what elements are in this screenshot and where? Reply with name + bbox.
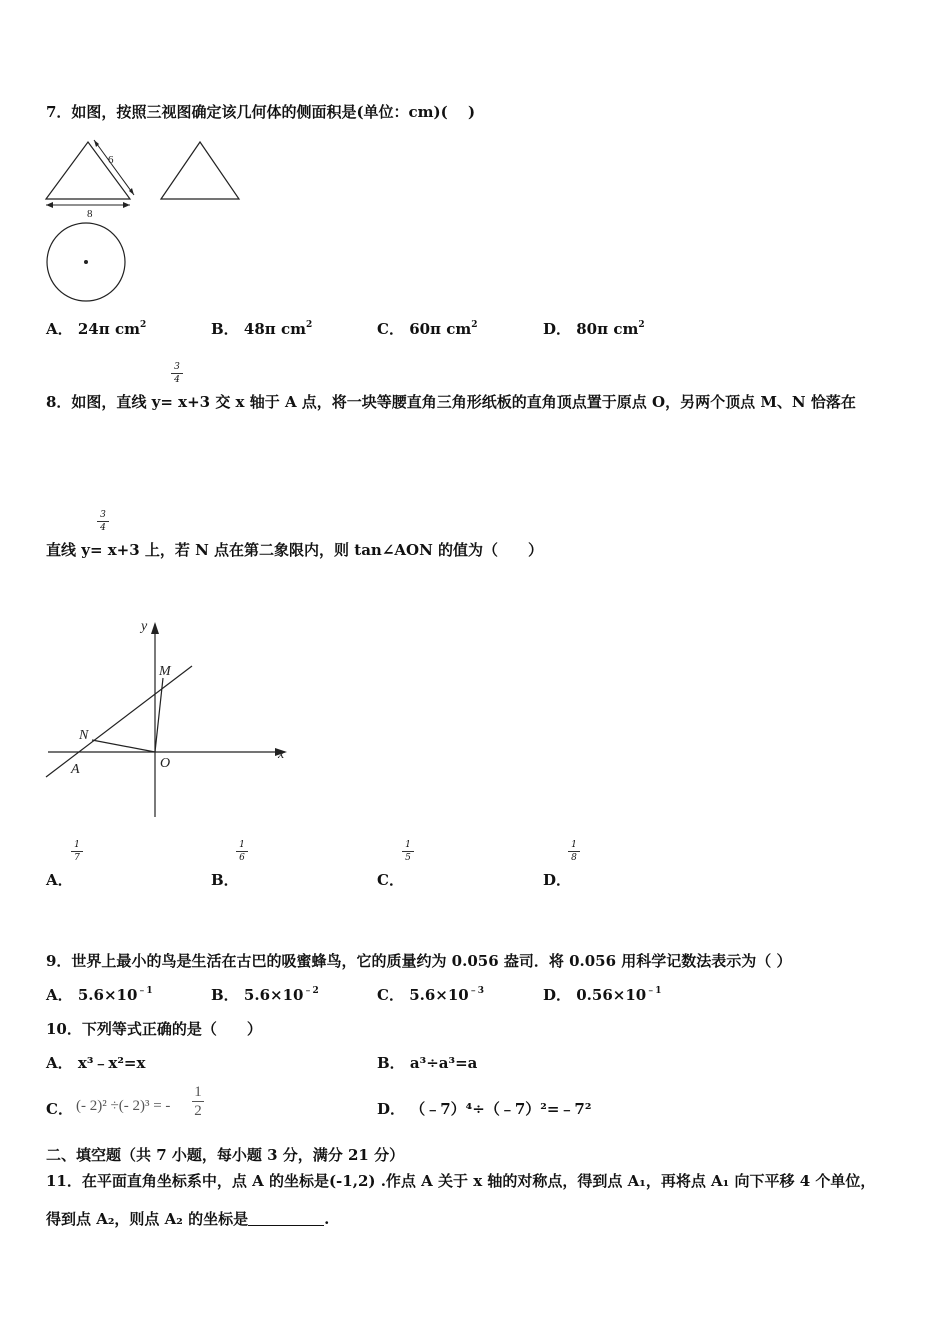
q7-front-view	[40, 135, 140, 225]
q8-fraction-1: 3 4	[171, 362, 183, 385]
q8-stem-line1: 8．如图，直线 y= x+3 交 x 轴于 A 点，将一块等腰直角三角形纸板的直角顶点置于原点 O，另两个顶点 M、N 恰落在	[46, 393, 856, 411]
q8-coordinate-graph	[40, 612, 290, 822]
q10-option-c[interactable]: C．	[46, 1100, 73, 1118]
graph-label-a: A	[71, 762, 80, 777]
q8-option-b[interactable]: B．	[211, 871, 239, 889]
graph-label-o: O	[160, 756, 171, 771]
graph-label-y: y	[141, 619, 148, 634]
q7-top-view	[42, 218, 132, 308]
q7-option-c[interactable]: C． 60π $cm^2$	[377, 320, 478, 338]
graph-label-x: x	[278, 747, 285, 762]
q7-option-d[interactable]: D． 80π $cm^2$	[543, 320, 645, 338]
q7-stem: 7．如图，按照三视图确定该几何体的侧面积是(单位：cm)( )	[46, 103, 476, 121]
q7-dim-side: 6	[108, 154, 114, 166]
q8-option-a[interactable]: A．	[46, 871, 73, 889]
q10-option-c-fraction: 1 2	[192, 1083, 204, 1120]
q7-dim-base: 8	[87, 208, 93, 220]
q9-stem: 9．世界上最小的鸟是生活在古巴的吸蜜蜂鸟，它的质量约为 0.056 盎司．将 0.056 用科学记数法表示为（ ）	[46, 952, 792, 970]
graph-label-n: N	[79, 728, 89, 743]
q8-option-c-fraction: 1 5	[402, 840, 414, 863]
q8-stem-line2: 直线 y= x+3 上，若 N 点在第二象限内，则 tan∠AON 的值为（ ）	[46, 541, 544, 559]
q11-answer-blank[interactable]	[248, 1211, 324, 1226]
q9-option-d[interactable]: D． $0.56\times 10^{﹣1}$	[543, 986, 662, 1004]
q9-option-b[interactable]: B． $5.6\times 10^{﹣2}$	[211, 986, 319, 1004]
q8-option-b-fraction: 1 6	[236, 840, 248, 863]
q11-line2: 得到点 A₂，则点 A₂ 的坐标是 .	[46, 1210, 330, 1228]
q8-option-d-fraction: 1 8	[568, 840, 580, 863]
q10-option-d[interactable]: D． （﹣7）⁴÷（﹣7）²=﹣7²	[377, 1100, 592, 1118]
q7-option-a[interactable]: A． 24π $cm^2$	[46, 320, 147, 338]
q9-option-a[interactable]: A． $5.6\times 10^{﹣1}$	[46, 986, 153, 1004]
graph-label-m: M	[159, 664, 171, 679]
q10-stem: 10．下列等式正确的是（ ）	[46, 1020, 262, 1038]
q8-option-c[interactable]: C．	[377, 871, 404, 889]
q9-option-c[interactable]: C． $5.6\times 10^{﹣3}$	[377, 986, 484, 1004]
q8-option-d[interactable]: D．	[543, 871, 572, 889]
q8-fraction-2: 3 4	[97, 510, 109, 533]
q10-option-b[interactable]: B． a³÷a³=a	[377, 1054, 478, 1072]
q8-option-a-fraction: 1 7	[71, 840, 83, 863]
q10-option-c-expr: (- 2)² ÷(- 2)³ = -	[76, 1098, 171, 1114]
q7-option-b[interactable]: B． 48π $cm^2$	[211, 320, 313, 338]
q7-side-view	[155, 135, 245, 205]
q10-option-a[interactable]: A． x³﹣x²=x	[46, 1054, 146, 1072]
q11-line1: 11．在平面直角坐标系中，点 A 的坐标是(-1,2) .作点 A 关于 x 轴的对称点，得到点 A₁，再将点 A₁ 向下平移 4 个单位，	[46, 1172, 876, 1190]
section2-heading: 二、填空题（共 7 小题，每小题 3 分，满分 21 分）	[46, 1146, 405, 1164]
